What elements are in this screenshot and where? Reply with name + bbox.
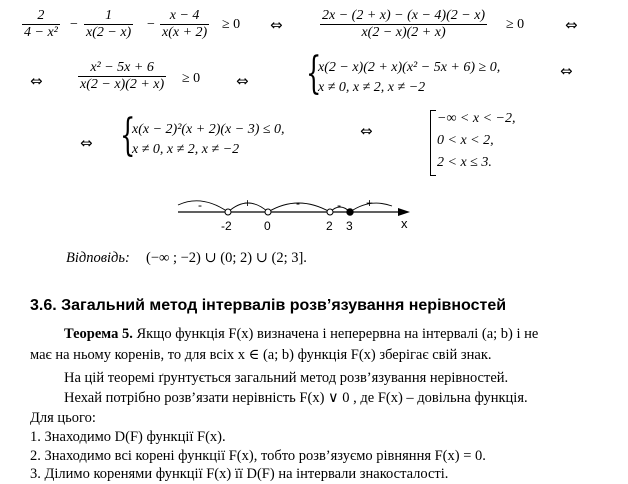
- set-bracket: [430, 110, 436, 176]
- equivalence-arrow: ⇔: [270, 16, 283, 34]
- list-item: 2. Знаходимо всі корені функції F(x), тобто розв’язуємо рівняння F(x) = 0.: [30, 448, 486, 464]
- fraction-3-numerator: x − 4: [169, 8, 200, 23]
- axis-label: x: [401, 216, 408, 231]
- sign-label: +: [244, 196, 252, 210]
- point-label: 0: [264, 219, 271, 233]
- point-label: 3: [346, 219, 353, 233]
- open-point: [225, 209, 231, 215]
- equivalence-arrow: ⇔: [565, 16, 578, 34]
- fraction-4-denominator: x(2 − x)(2 + x): [320, 24, 487, 41]
- equivalence-arrow: ⇔: [360, 122, 373, 140]
- section-heading: 3.6. Загальний метод інтервалів розв’язування нерівностей: [30, 297, 507, 314]
- system-line: x ≠ 0, x ≠ 2, x ≠ −2: [132, 142, 240, 157]
- number-line: [170, 192, 420, 238]
- fraction-4: [320, 8, 487, 41]
- equivalence-arrow: ⇔: [30, 72, 43, 90]
- sign-arc: [178, 201, 228, 212]
- equivalence-arrow: ⇔: [560, 62, 573, 80]
- fraction-3-denominator: x(x + 2): [162, 25, 208, 40]
- open-point: [327, 209, 333, 215]
- sign-label: -: [337, 198, 341, 212]
- fraction-1-denominator: 4 − x²: [24, 25, 58, 40]
- theorem-line-2: має на ньому коренів, то для всіх x ∈ (a; b) функція F(x) зберігає свій знак.: [30, 347, 492, 363]
- relation-ge-zero: ≥ 0: [506, 17, 525, 32]
- intro-text: Для цього:: [30, 410, 96, 426]
- fraction-1: [22, 8, 60, 41]
- system-2: [318, 58, 500, 98]
- fraction-5-numerator: x² − 5x + 6: [90, 60, 154, 75]
- set-line: −∞ < x < −2,: [437, 111, 516, 126]
- paragraph: Нехай потрібно розв’язати нерівність F(x) ∨ 0 , де F(x) – довільна функція.: [64, 390, 528, 406]
- system-line: x(x − 2)²(x + 2)(x − 3) ≤ 0,: [132, 122, 285, 137]
- axis-arrow: [398, 208, 410, 216]
- set-line: 2 < x ≤ 3.: [437, 155, 492, 170]
- list-item: 1. Знаходимо D(F) функції F(x).: [30, 429, 226, 445]
- minus-sign: −: [147, 17, 155, 32]
- theorem-label: Теорема 5.: [64, 326, 133, 342]
- system-line: x(2 − x)(2 + x)(x² − 5x + 6) ≥ 0,: [318, 60, 501, 75]
- closed-point: [347, 209, 353, 215]
- equivalence-arrow: ⇔: [236, 72, 249, 90]
- fraction-5: [78, 60, 166, 93]
- answer-label: Відповідь:: [66, 250, 130, 266]
- list-item: 3. Ділимо коренями функції F(x) її D(F) на інтервали знакосталості.: [30, 466, 449, 482]
- equivalence-arrow: ⇔: [80, 134, 93, 152]
- fraction-4-numerator: 2x − (2 + x) − (x − 4)(2 − x): [322, 8, 486, 23]
- point-label: 2: [326, 219, 333, 233]
- system-3: [132, 120, 285, 160]
- system-line: x ≠ 0, x ≠ 2, x ≠ −2: [318, 80, 426, 95]
- system-brace: {: [120, 110, 136, 161]
- fraction-5-denominator: x(2 − x)(2 + x): [80, 77, 165, 92]
- open-point: [265, 209, 271, 215]
- system-brace: {: [306, 48, 322, 99]
- answer-value: (−∞ ; −2) ∪ (0; 2) ∪ (2; 3].: [146, 250, 307, 266]
- theorem-text: Якщо функція F(x) визначена і неперервна на інтервалі (a; b) і не: [136, 326, 539, 342]
- sign-label: -: [198, 198, 202, 212]
- fraction-2-numerator: 1: [105, 8, 113, 23]
- theorem-line-1: [64, 325, 538, 344]
- point-label: -2: [221, 219, 232, 233]
- fraction-2: [84, 8, 133, 41]
- solution-set: [437, 108, 515, 174]
- minus-sign: −: [70, 17, 78, 32]
- fraction-2-denominator: x(2 − x): [86, 25, 132, 40]
- set-line: 0 < x < 2,: [437, 133, 494, 148]
- relation-ge-zero: ≥ 0: [222, 17, 241, 32]
- sign-label: +: [366, 196, 374, 210]
- relation-ge-zero: ≥ 0: [182, 71, 201, 86]
- paragraph: На цій теоремі ґрунтується загальний метод розв’язування нерівностей.: [64, 370, 509, 386]
- sign-label: -: [296, 196, 300, 210]
- fraction-1-numerator: 2: [37, 8, 45, 23]
- fraction-3: [160, 8, 209, 41]
